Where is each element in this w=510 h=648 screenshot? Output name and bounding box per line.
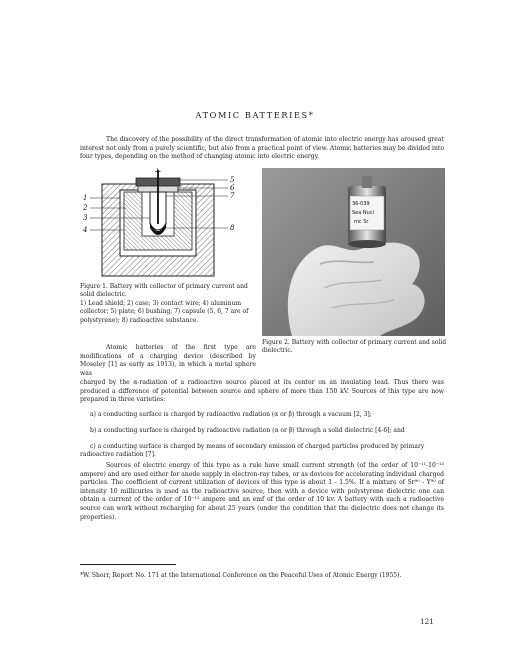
battery-label-line-3: mc Sr <box>354 219 369 225</box>
label-4: 4 <box>83 226 88 234</box>
battery-label-line-1: 36-039 <box>352 201 370 207</box>
label-8: 8 <box>230 224 235 232</box>
footnote-divider <box>80 564 176 565</box>
label-1: 1 <box>83 194 88 202</box>
battery-label-line-2: Sea Nucl <box>352 210 374 216</box>
footnote: *W. Shorr, Report No. 171 at the International Conference on the Peaceful Uses of Atomic Energy (1955). <box>80 572 402 579</box>
list-item-c: c) a conducting surface is charged by means of secondary emission of charged particles produced by primary radioactive radiation [7]. <box>80 443 425 459</box>
label-3: 3 <box>83 214 88 222</box>
battery-schematic <box>80 168 250 278</box>
plus-sign: + <box>154 168 162 177</box>
list-item-a: a) a conducting surface is charged by radioactive radiation (α or β) through a vacuum [2, 3]; <box>90 411 372 418</box>
figure-2-caption: Figure 2. Battery with collector of primary current and solid dielectric. <box>262 339 447 355</box>
hand-holding-battery-image <box>262 168 445 336</box>
list-item-b: b) a conducting surface is charged by radioactive radiation (α or β) through a solid dielectric [4-6]; and <box>90 427 405 434</box>
paragraph-first-type: Atomic batteries of the first type are modifications of a charging device (described by Moseley [1] as early as 1913), in which a metal sphere was <box>80 344 256 377</box>
figure-1-legend: 1) Lead shield; 2) case; 3) contact wire; 4) aluminum collector; 5) plate; 6) bushing; 7) capsule (5, 6, 7 are of polystyrene); 8) radioactive substance. <box>80 299 249 324</box>
page-number: 121 <box>420 617 434 626</box>
paragraph-continued: charged by the α-radiation of a radioactive source placed at its center on an insulating lead. Thus there was produced a difference of potential between source and sphere of more than 150 kV. Sources of this type are now prepared in three varieties: <box>80 379 444 404</box>
page-title: ATOMIC BATTERIES* <box>195 110 315 120</box>
intro-paragraph: The discovery of the possibility of the direct transformation of atomic into electric energy has aroused great interest not only from a purely scientific, but also from a practical point of view. Atomic batteries may be divided into four types, depending on the method of changing atomic into electric energy. <box>80 136 444 161</box>
paragraph-sources: Sources of electric energy of this type as a rule have small current strength (of the order of 10⁻¹¹-10⁻¹³ ampere) and are used either for anode supply in electron-ray tubes, or as devices for accelerating individual charged particles. The coefficient of current utilization of devices of this type is about 1 - 1.5%. If a mixture of Sr⁹⁰ - Y⁹⁰ of intensity 10 millicuries is used as the radioactive source, then with a device with polystyrene dielectric one can obtain a current of the order of 10⁻¹² ampere and an emf of the order of 10 kv. A battery with such a radioactive source can work without recharging for about 25 years (under the condition that the dielectric does not change its properties). <box>80 462 444 521</box>
figure-1-diagram <box>80 168 250 278</box>
label-7: 7 <box>230 192 235 200</box>
label-5: 5 <box>230 176 235 184</box>
label-6: 6 <box>230 184 235 192</box>
label-2: 2 <box>83 204 88 212</box>
figure-2-photo <box>262 168 445 336</box>
figure-1-caption-title: Figure 1. Battery with collector of primary current and solid dielectric. <box>80 283 248 299</box>
figure-1-caption <box>80 283 252 325</box>
